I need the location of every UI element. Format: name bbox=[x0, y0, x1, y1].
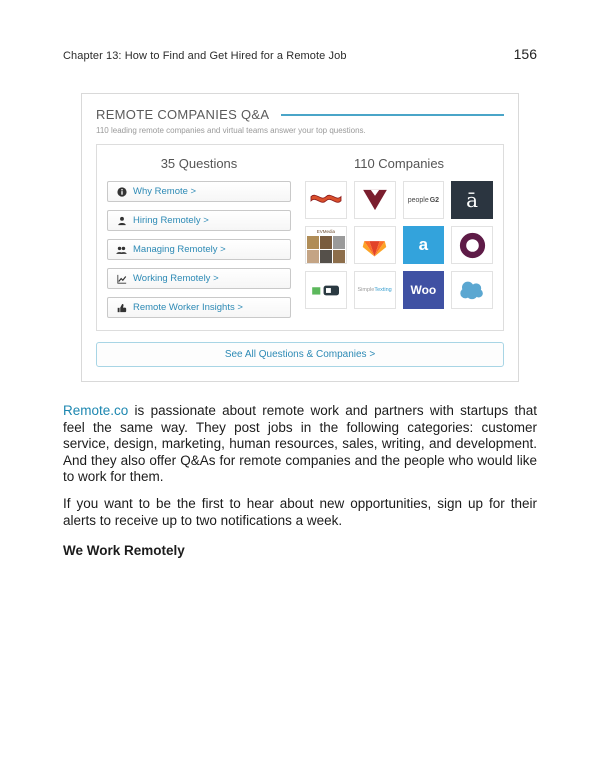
cloud-icon bbox=[457, 280, 487, 300]
body-text bbox=[63, 403, 537, 560]
a-macron-text: ā bbox=[466, 188, 479, 212]
remote-worker-insights-label: Remote Worker Insights > bbox=[133, 302, 243, 313]
widget-title-row bbox=[96, 107, 504, 122]
remote-worker-insights-button[interactable] bbox=[107, 297, 291, 318]
red-ribbon-icon bbox=[309, 190, 343, 210]
gitlab-fox-logo[interactable] bbox=[354, 226, 396, 264]
maroon-ring-logo[interactable] bbox=[451, 226, 493, 264]
battery-logo[interactable] bbox=[305, 271, 347, 309]
cloud-logo[interactable] bbox=[451, 271, 493, 309]
qa-panel bbox=[96, 144, 504, 331]
paragraph-2: If you want to be the first to hear about new opportunities, sign up for their alerts to receive up to two notifications a week. bbox=[63, 495, 537, 528]
companies-column bbox=[305, 156, 493, 318]
simpletexting-logo[interactable] bbox=[354, 271, 396, 309]
why-remote-button[interactable] bbox=[107, 181, 291, 202]
remote-co-screenshot bbox=[81, 93, 519, 382]
simpletexting-text-texting: Texting bbox=[374, 287, 392, 293]
maroon-ring-icon bbox=[459, 232, 486, 259]
evmedia-logo[interactable] bbox=[305, 226, 347, 264]
remote-co-link[interactable]: Remote.co bbox=[63, 403, 129, 418]
a-macron-logo[interactable] bbox=[451, 181, 493, 219]
evmedia-caption: EVMedia bbox=[316, 229, 335, 234]
chapter-title: Chapter 13: How to Find and Get Hired for a Remote Job bbox=[63, 50, 347, 62]
peopleg2-logo[interactable] bbox=[403, 181, 445, 219]
info-icon bbox=[116, 187, 127, 197]
working-remotely-label: Working Remotely > bbox=[133, 273, 219, 284]
dark-triangle-logo[interactable] bbox=[354, 181, 396, 219]
person-icon bbox=[116, 216, 127, 226]
managing-remotely-label: Managing Remotely > bbox=[133, 244, 226, 255]
title-rule-line bbox=[281, 114, 504, 116]
paragraph-1-text: is passionate about remote work and partners with startups that feel the same way. They post jobs in the following categories: customer service, design, marketing, human resources, sales, writing, and development. And they also offer Q&As for remote companies and the people who would like to work for them. bbox=[63, 403, 537, 485]
people-icon bbox=[116, 245, 127, 255]
questions-column bbox=[107, 156, 291, 318]
why-remote-label: Why Remote > bbox=[133, 186, 197, 197]
blue-a-logo[interactable] bbox=[403, 226, 445, 264]
working-remotely-button[interactable] bbox=[107, 268, 291, 289]
simpletexting-text-simple: Simple bbox=[357, 287, 375, 293]
page-number: 156 bbox=[513, 46, 537, 62]
woo-text: Woo bbox=[410, 283, 437, 297]
heading-we-work-remotely: We Work Remotely bbox=[63, 543, 185, 559]
red-ribbon-logo[interactable] bbox=[305, 181, 347, 219]
battery-icon bbox=[311, 284, 341, 297]
page-header bbox=[63, 0, 537, 62]
managing-remotely-button[interactable] bbox=[107, 239, 291, 260]
hiring-remotely-button[interactable] bbox=[107, 210, 291, 231]
widget-subtitle: 110 leading remote companies and virtual teams answer your top questions. bbox=[96, 126, 366, 135]
see-all-button[interactable]: See All Questions & Companies > bbox=[96, 342, 504, 367]
paragraph-1 bbox=[63, 403, 537, 486]
woo-logo[interactable] bbox=[403, 271, 445, 309]
chart-icon bbox=[116, 274, 127, 284]
thumbs-up-icon bbox=[116, 303, 127, 313]
blue-a-text: a bbox=[418, 235, 429, 254]
peopleg2-text-people: people bbox=[407, 196, 429, 204]
questions-header: 35 Questions bbox=[160, 156, 238, 171]
companies-header: 110 Companies bbox=[353, 156, 445, 171]
peopleg2-text-g2: G2 bbox=[429, 196, 440, 204]
company-logo-grid bbox=[305, 181, 493, 309]
widget-title: REMOTE COMPANIES Q&A bbox=[96, 107, 270, 122]
hiring-remotely-label: Hiring Remotely > bbox=[133, 215, 209, 226]
gitlab-fox-icon bbox=[361, 233, 388, 258]
dark-triangle-icon bbox=[362, 189, 388, 211]
evmedia-collage bbox=[307, 236, 345, 263]
